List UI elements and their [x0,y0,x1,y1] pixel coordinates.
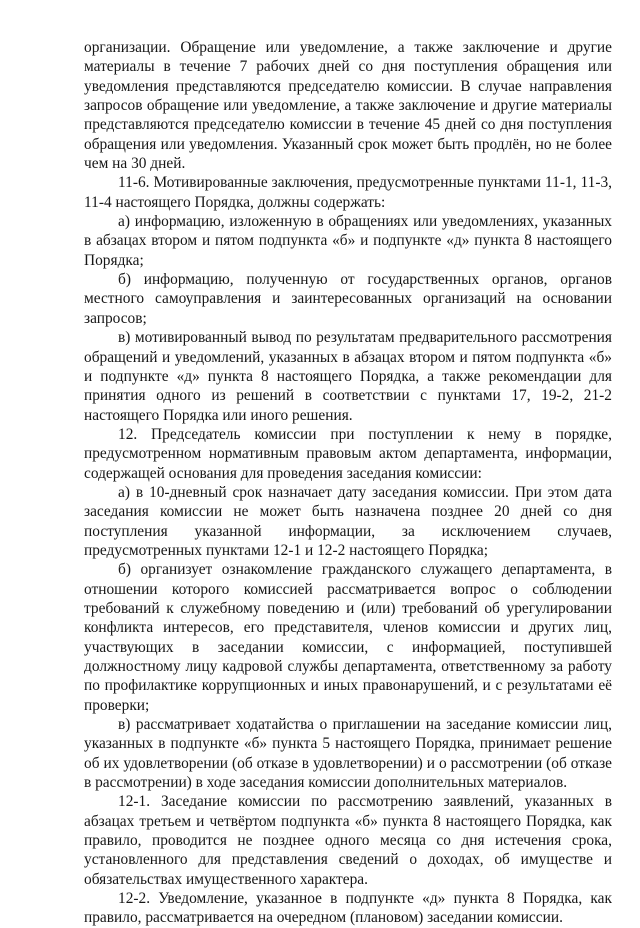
paragraph-11-6-b: б) информацию, полученную от государственных органов, органов местного самоуправления и заинтересованных организаций на основании запросов; [84,271,612,327]
paragraph-12-2: 12-2. Уведомление, указанное в подпункте «д» пункта 8 Порядка, как правило, рассматривается на очередном (плановом) заседании комиссии. [84,890,612,927]
paragraph-11-6-v: в) мотивированный вывод по результатам предварительного рассмотрения обращений и уведомлений, указанных в абзацах втором и пятом подпункта «б» и подпункте «д» пункта 8 настоящего Порядка, а также рекомендации для принятия одного из решений в соответствии с пунктами 17, 19-2, 21-2 настоящего Порядка или иного решения. [84,329,612,424]
paragraph-12-a: а) в 10-дневный срок назначает дату заседания комиссии. При этом дата заседания комиссии не может быть назначена позднее 20 дней со дня поступления указанной информации, за исключением случаев, предусмотренных пунктами 12-1 и 12-2 настоящего Порядка; [84,483,612,559]
paragraph-continuation: организации. Обращение или уведомление, а также заключение и другие материалы в течение 7 рабочих дней со дня поступления обращения или уведомления представляются председателю комиссии. В случае направления запросов обращение или уведомление, а также заключение и другие материалы представляются председателю комиссии в течение 45 дней со дня поступления обращения или уведомления. Указанный срок может быть продлён, но не более чем на 30 дней. [84,39,612,173]
paragraph-12-b: б) организует ознакомление гражданского служащего департамента, в отношении которого комиссией рассматривается вопрос о соблюдении требований к служебному поведению и (или) требований об урегулировании конфликта интересов, его представителя, членов комиссии и других лиц, участвующих в заседании комиссии, с информацией, поступившей должностному лицу кадровой службы департамента, ответственному за работу по профилактике коррупционных и иных правонарушений, и с результатами её проверки; [84,561,612,714]
paragraph-12-v: в) рассматривает ходатайства о приглашении на заседание комиссии лиц, указанных в подпункте «б» пункта 5 настоящего Порядка, принимает решение об их удовлетворении (об отказе в удовлетворении) и о рассмотрении (об отказе в рассмотрении) в ходе заседания комиссии дополнительных материалов. [84,716,612,792]
paragraph-11-6: 11-6. Мотивированные заключения, предусмотренные пунктами 11-1, 11-3, 11-4 настоящего Порядка, должны содержать: [84,174,612,211]
paragraph-11-6-a: а) информацию, изложенную в обращениях или уведомлениях, указанных в абзацах втором и пятом подпункта «б» и подпункте «д» пункта 8 настоящего Порядка; [84,213,612,269]
paragraph-12-1: 12-1. Заседание комиссии по рассмотрению заявлений, указанных в абзацах третьем и четвёртом подпункта «б» пункта 8 настоящего Порядка, как правило, проводится не позднее одного месяца со дня истечения срока, установленного для представления сведений о доходах, об имуществе и обязательствах имущественного характера. [84,793,612,888]
paragraph-12: 12. Председатель комиссии при поступлении к нему в порядке, предусмотренном нормативным правовым актом департамента, информации, содержащей основания для проведения заседания комиссии: [84,425,612,482]
document-page [84,38,612,928]
